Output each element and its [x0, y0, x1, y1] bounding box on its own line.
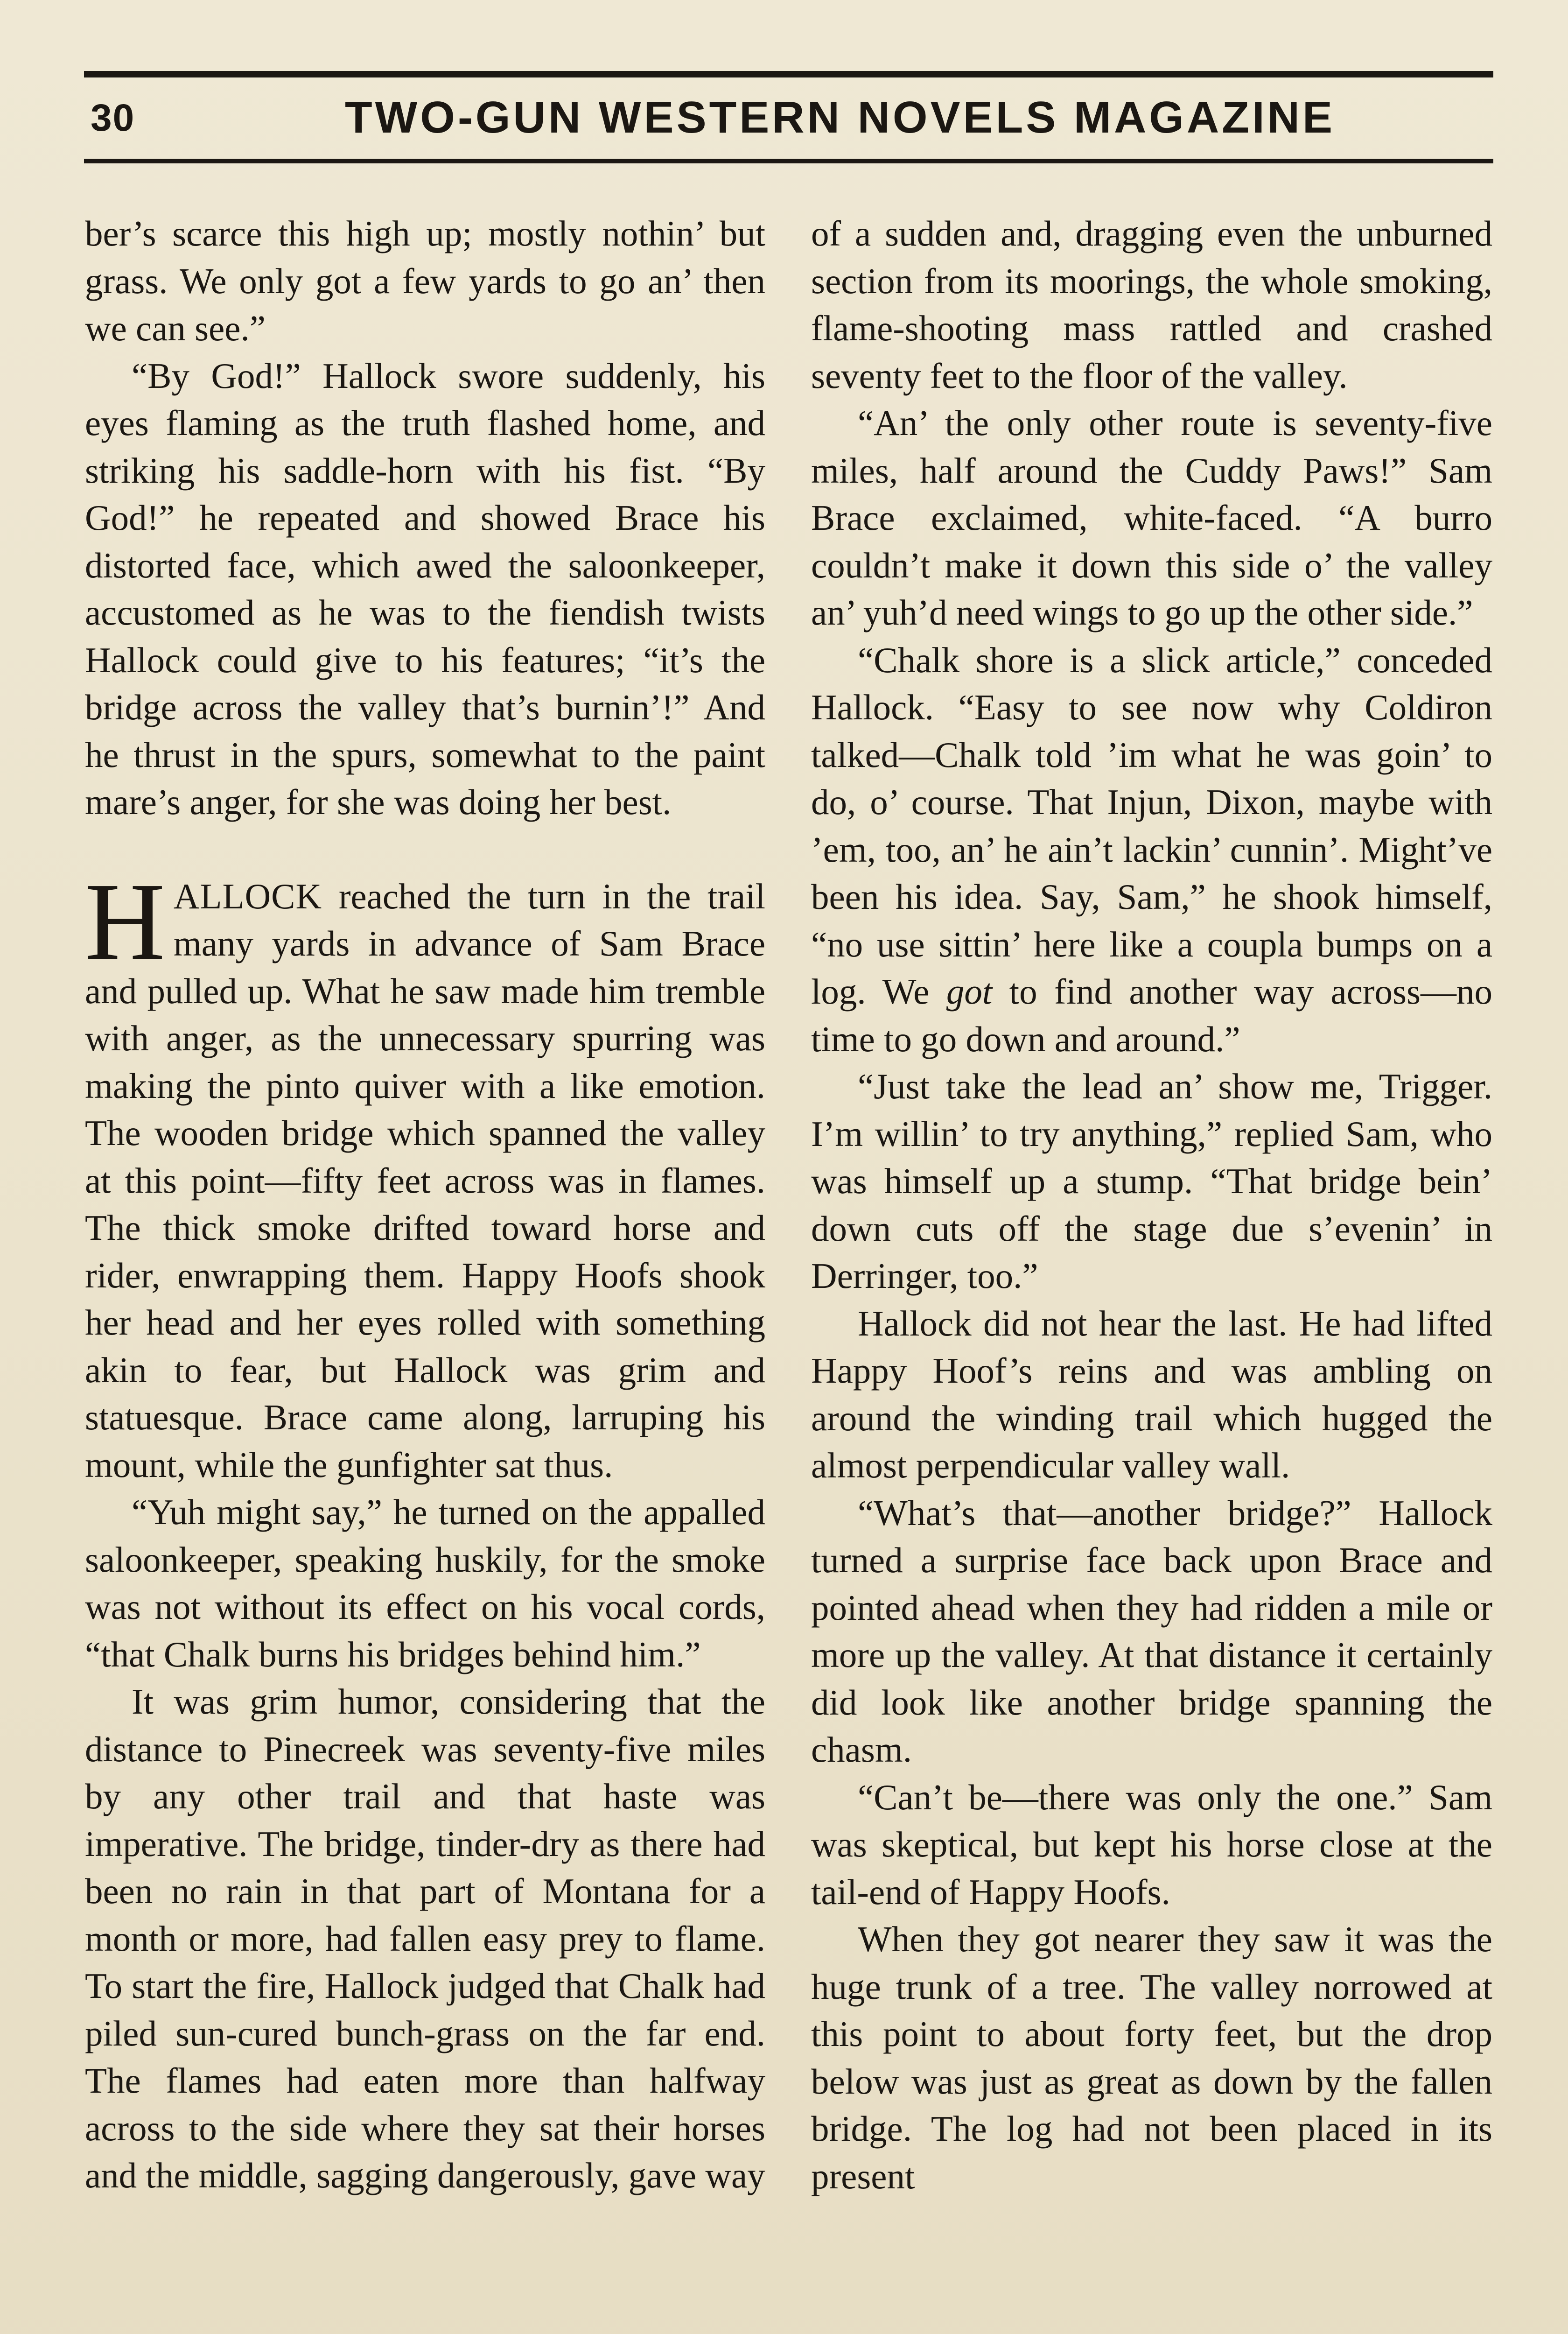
header-rule-top — [84, 71, 1493, 77]
paragraph: of a sudden and, dragging even the unburned section from its moorings, the whole smoking, flame-shooting mass rattled and crashed seventy feet to the floor of the valley. — [811, 213, 1492, 396]
emphasis-text: got — [946, 971, 993, 1012]
paragraph: ber’s scarce this high up; mostly nothin’ but grass. We only got a few yards to go an’ then we can see.” — [85, 213, 765, 348]
paragraph-text: to find another way across—no time to go down and around.” — [811, 971, 1492, 1059]
paragraph: “What’s that—another bridge?” Hallock turned a surprise face back upon Brace and pointed ahead when they had ridden a mile or more up the valley. At that distance it certainly did look like another bridge spanning the chasm. — [811, 1492, 1492, 1770]
paragraph: “An’ the only other route is seventy-five miles, half around the Cuddy Paws!” Sam Brace exclaimed, white-faced. “A burro couldn’t make it down this side o’ the valley an’ yuh’d need wings to go up the other side.” — [811, 403, 1492, 633]
paragraph — [811, 637, 1492, 1063]
drop-cap: H — [85, 860, 165, 983]
paragraph: “Can’t be—there was only the one.” Sam was skeptical, but kept his horse close at the tail-end of Happy Hoofs. — [811, 1777, 1492, 1912]
paragraph: “Just take the lead an’ show me, Trigger. I’m willin’ to try anything,” replied Sam, who was himself up a stump. “That bridge bein’ down cuts off the stage due s’evenin’ in Derringer, too.” — [811, 1066, 1492, 1296]
paragraph: It was grim humor, considering that the distance to Pinecreek was seventy-five miles by any other trail and that haste was imperative. The bridge, tinder-dry as there had been no rain in that part of Montana for a month or more, had fallen easy prey to flame. To start the fire, Hallock judged that Chalk had piled sun-cured bunch-grass on the far end. The flames had eaten more than halfway across to the side where they sat their horses and the middle, sagging dangerously, gave way — [85, 1681, 765, 2195]
page-number: 30 — [91, 97, 135, 139]
header-rule-bottom — [84, 159, 1493, 163]
paragraph-text: reached the turn in the trail many yards in advance of Sam Brace and pulled up. What he saw made him tremble with anger, as the unnecessary spurring was making the pinto quiver with a like emotion. The wooden bridge which spanned the valley at this point—fifty feet across was in flames. The thick smoke drifted toward horse and rider, enwrapping them. Happy Hoofs shook her head and her eyes rolled with something akin to fear, but Hallock was grim and statuesque. Brace came along, larruping his mount, while the gunfighter sat thus. — [85, 876, 765, 1485]
text-column-left — [85, 210, 765, 2334]
page-header — [84, 84, 1493, 154]
text-column-right — [811, 210, 1492, 2334]
paragraph: “Yuh might say,” he turned on the appalled saloonkeeper, speaking huskily, for the smoke was not without its effect on his vocal cords, “that Chalk burns his bridges behind him.” — [85, 1492, 765, 1674]
section-opening-paragraph — [85, 860, 765, 1489]
running-title: TWO-GUN WESTERN NOVELS MAGAZINE — [345, 92, 1335, 142]
paragraph-text: “Chalk shore is a slick article,” conceded Hallock. “Easy to see now why Coldiron talked—Chalk told ’im what he was goin’ to do, o’ course. That Injun, Dixon, maybe with ’em, too, an’ he ain’t lackin’ cunnin’. Might’ve been his idea. Say, Sam,” he shook himself, “no use sittin’ here like a coupla bumps on a log. We — [811, 640, 1492, 1012]
paragraph: When they got nearer they saw it was the huge trunk of a tree. The valley norrowed at this point to about forty feet, but the drop below was just as great as down by the fallen bridge. The log had not been placed in its present — [811, 1919, 1492, 2196]
paragraph: “By God!” Hallock swore suddenly, his eyes flaming as the truth flashed home, and striking his saddle-horn with his fist. “By God!” he repeated and showed Brace his distorted face, which awed the saloonkeeper, accustomed as he was to the fiendish twists Hallock could give to his features; “it’s the bridge across the valley that’s burnin’!” And he thrust in the spurs, somewhat to the paint mare’s anger, for she was doing her best. — [85, 355, 765, 822]
paragraph: Hallock did not hear the last. He had lifted Happy Hoof’s reins and was ambling on around the winding trail which hugged the almost perpendicular valley wall. — [811, 1303, 1492, 1485]
small-caps-lead: ALLOCK — [173, 876, 322, 916]
